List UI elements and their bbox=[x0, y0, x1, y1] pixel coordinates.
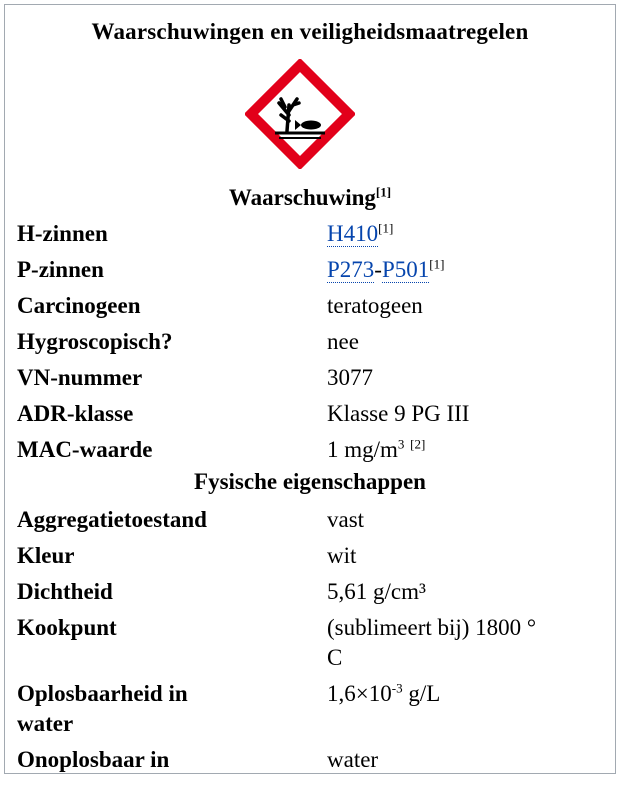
exponent: 3 bbox=[397, 436, 405, 452]
solubility-unit: g/L bbox=[402, 681, 441, 706]
ref-link[interactable]: [1] bbox=[378, 220, 394, 236]
row-value: 5,61 g/cm³ bbox=[327, 579, 426, 604]
row-label: ADR-klasse bbox=[17, 401, 134, 426]
row-label bbox=[17, 679, 307, 739]
row-label: Carcinogeen bbox=[17, 293, 141, 318]
signal-ref[interactable]: [1] bbox=[375, 184, 392, 200]
exponent: -3 bbox=[391, 680, 403, 696]
infobox-title: Waarschuwingen en veiligheidsmaatregelen bbox=[91, 19, 529, 44]
row-value: nee bbox=[327, 329, 359, 354]
p273-link[interactable]: P273 bbox=[327, 257, 375, 282]
ref-link[interactable]: [2] bbox=[410, 436, 426, 452]
row-value bbox=[327, 613, 617, 673]
separator: - bbox=[374, 257, 382, 282]
row-label: VN-nummer bbox=[17, 365, 143, 390]
signal-word bbox=[5, 185, 615, 211]
row-value: teratogeen bbox=[327, 293, 423, 318]
row-label: P-zinnen bbox=[17, 257, 104, 282]
solubility-base: 1,6×10 bbox=[327, 681, 392, 706]
kookpunt-value: (sublimeert bij) 1800 ° bbox=[327, 615, 537, 640]
section-header-physical: Fysische eigenschappen bbox=[194, 469, 426, 494]
kookpunt-unit: C bbox=[327, 645, 343, 670]
row-value: wit bbox=[327, 543, 357, 568]
p501-link[interactable]: P501 bbox=[381, 257, 430, 282]
row-label: Kleur bbox=[17, 543, 75, 568]
row-label: Dichtheid bbox=[17, 579, 113, 604]
row-value bbox=[327, 255, 617, 285]
row-label: Aggregatietoestand bbox=[17, 507, 207, 532]
mac-value: 1 mg/m bbox=[327, 437, 398, 462]
row-value: 3077 bbox=[327, 365, 373, 390]
label-line1: Oplosbaarheid in bbox=[17, 681, 188, 706]
row-label: Onoplosbaar in bbox=[17, 747, 170, 772]
ref-link[interactable]: [1] bbox=[429, 256, 445, 272]
signal-word-label: Waarschuwing bbox=[228, 185, 376, 210]
row-value bbox=[327, 435, 617, 465]
row-label: Kookpunt bbox=[17, 615, 117, 640]
row-value: vast bbox=[327, 507, 365, 532]
row-value: Klasse 9 PG III bbox=[327, 401, 470, 426]
row-label: Hygroscopisch? bbox=[17, 329, 173, 354]
row-label: MAC-waarde bbox=[17, 437, 153, 462]
row-value bbox=[327, 219, 617, 249]
row-value bbox=[327, 679, 617, 709]
environment-hazard-icon bbox=[245, 59, 355, 169]
h410-link[interactable]: H410 bbox=[327, 221, 379, 246]
infobox bbox=[4, 4, 616, 774]
row-value: water bbox=[327, 747, 379, 772]
label-line2: water bbox=[17, 711, 74, 736]
row-label: H-zinnen bbox=[17, 221, 108, 246]
